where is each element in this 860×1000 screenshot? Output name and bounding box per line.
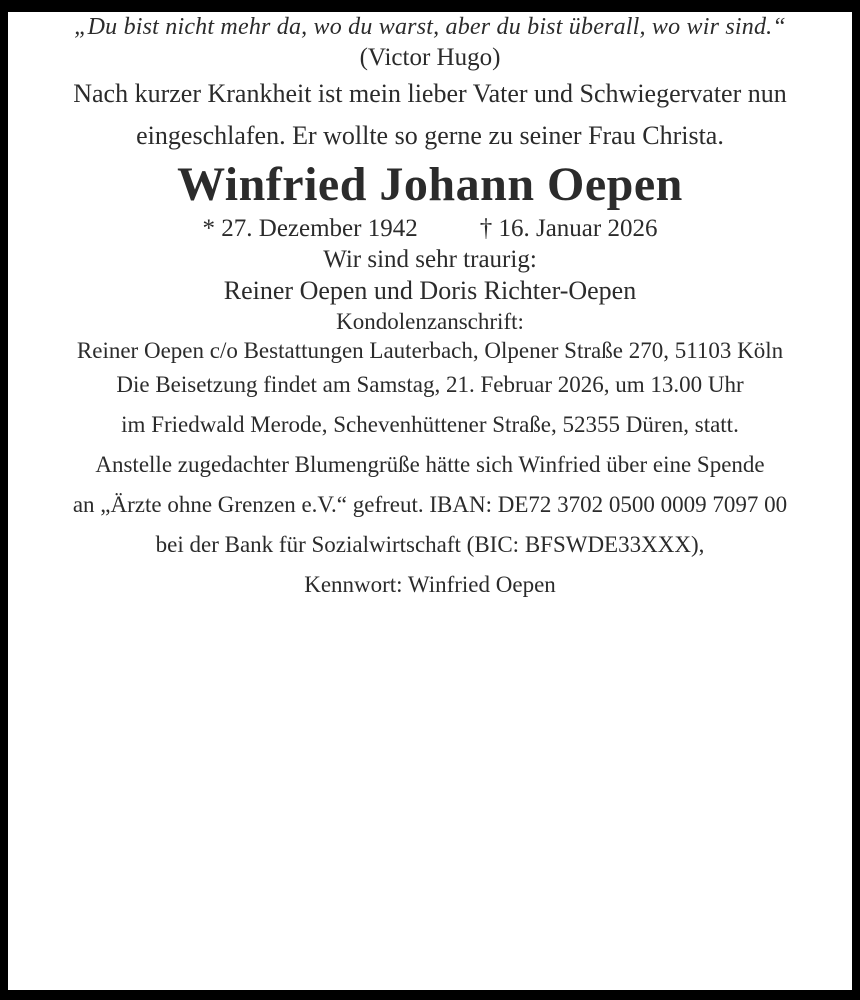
condolence-address: Reiner Oepen c/o Bestattungen Lauterbach, Olpener Straße 270, 51103 Köln bbox=[76, 338, 784, 363]
intro-paragraph bbox=[8, 73, 852, 157]
funeral-line-1: Die Beisetzung findet am Samstag, 21. Februar 2026, um 13.00 Uhr bbox=[116, 372, 744, 397]
deceased-name: Winfried Johann Oepen bbox=[177, 158, 683, 211]
obituary-page bbox=[8, 12, 852, 990]
birth-date: * 27. Dezember 1942 bbox=[202, 215, 418, 242]
donation-line-1: Anstelle zugedachter Blumengrüße hätte sich Winfried über eine Spende bbox=[95, 452, 765, 477]
condolence-label: Kondolenzanschrift: bbox=[336, 309, 524, 334]
donation-details bbox=[8, 445, 852, 605]
intro-line-2: eingeschlafen. Er wollte so gerne zu seiner Frau Christa. bbox=[136, 121, 724, 150]
donation-line-4: Kennwort: Winfried Oepen bbox=[304, 572, 556, 597]
quote-attribution: (Victor Hugo) bbox=[359, 44, 501, 71]
death-date: † 16. Januar 2026 bbox=[479, 215, 658, 242]
quote-text: „Du bist nicht mehr da, wo du warst, aber du bist überall, wo wir sind.“ bbox=[74, 14, 786, 40]
funeral-line-2: im Friedwald Merode, Schevenhüttener Straße, 52355 Düren, statt. bbox=[121, 412, 739, 437]
life-dates bbox=[8, 213, 852, 244]
intro-line-1: Nach kurzer Krankheit ist mein lieber Vater und Schwiegervater nun bbox=[73, 79, 787, 108]
funeral-details bbox=[8, 365, 852, 445]
donation-line-3: bei der Bank für Sozialwirtschaft (BIC: BFSWDE33XXX), bbox=[155, 532, 705, 557]
mourners-line: Reiner Oepen und Doris Richter-Oepen bbox=[223, 276, 637, 305]
donation-line-2: an „Ärzte ohne Grenzen e.V.“ gefreut. IBAN: DE72 3702 0500 0009 7097 00 bbox=[72, 492, 788, 517]
grief-line: Wir sind sehr traurig: bbox=[323, 246, 537, 273]
